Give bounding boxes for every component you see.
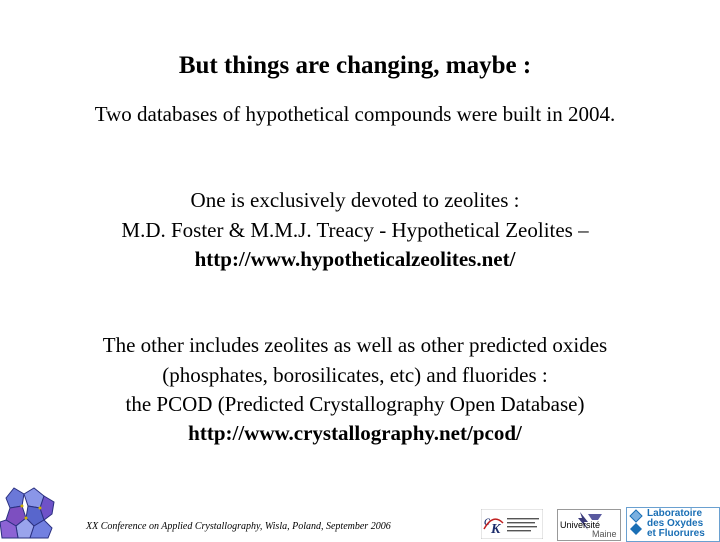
svg-text:c: c [484, 514, 491, 529]
second-db-line3: the PCOD (Predicted Crystallography Open Database) [125, 392, 585, 416]
second-db-line2: (phosphates, borosilicates, etc) and fluorides : [162, 363, 548, 387]
first-db-url[interactable]: http://www.hypotheticalzeolites.net/ [194, 247, 516, 271]
intro-text: Two databases of hypothetical compounds were built in 2004. [94, 102, 616, 126]
second-db-line1: The other includes zeolites as well as other predicted oxides [102, 333, 608, 357]
first-db-line1: One is exclusively devoted to zeolites : [190, 188, 520, 212]
svg-text:K: K [491, 522, 501, 537]
laboratory-logo [626, 507, 720, 542]
footer-text: XX Conference on Applied Crystallography, Wisla, Poland, September 2006 [86, 521, 391, 532]
lab-crystal-icon [629, 509, 643, 539]
first-db-line2: M.D. Foster & M.M.J. Treacy - Hypothetical Zeolites – [121, 218, 589, 242]
second-db-url[interactable]: http://www.crystallography.net/pcod/ [188, 421, 522, 445]
university-text: Université [560, 520, 601, 530]
lab-name-line2: des Oxydes [647, 518, 704, 529]
university-maine-logo [557, 509, 621, 541]
crystal-structure-image [0, 484, 56, 540]
maine-text: Maine [592, 529, 617, 539]
slide-title: But things are changing, maybe : [178, 52, 532, 79]
lab-name-line3: et Fluorures [647, 528, 705, 539]
conference-logo [481, 509, 543, 539]
lab-name-line1: Laboratoire [647, 508, 703, 519]
